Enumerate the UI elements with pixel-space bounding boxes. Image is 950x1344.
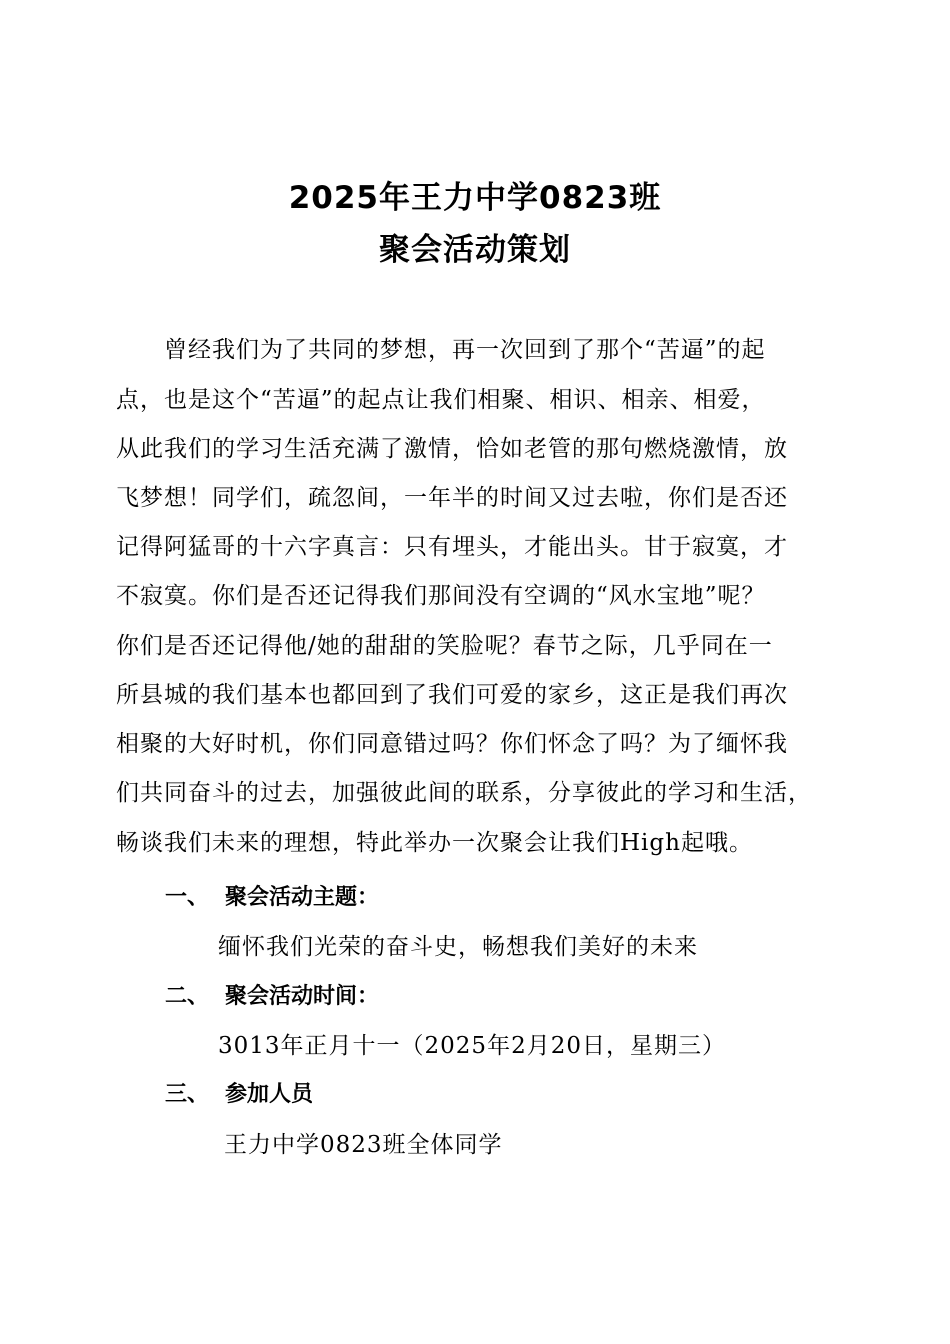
intro-line: 们共同奋斗的过去，加强彼此间的联系，分享彼此的学习和生活， <box>116 780 812 806</box>
section-body: 王力中学0823班全体同学 <box>224 1132 503 1158</box>
intro-line: 相聚的大好时机，你们同意错过吗？你们怀念了吗？为了缅怀我 <box>116 731 788 757</box>
intro-line: 不寂寞。你们是否还记得我们那间没有空调的“风水宝地”呢？ <box>116 583 766 609</box>
section-number: 一、 <box>165 885 210 910</box>
section-number: 二、 <box>165 984 210 1009</box>
intro-line: 记得阿猛哥的十六字真言：只有埋头，才能出头。甘于寂寞，才 <box>116 534 788 560</box>
section-body: 缅怀我们光荣的奋斗史，畅想我们美好的未来 <box>218 934 698 960</box>
section-heading <box>165 1080 313 1110</box>
intro-line: 曾经我们为了共同的梦想，再一次回到了那个“苦逼”的起 <box>164 337 766 363</box>
section-number: 三、 <box>165 1082 210 1107</box>
section-heading-text: 聚会活动主题： <box>225 885 380 910</box>
intro-line: 飞梦想！同学们，疏忽间，一年半的时间又过去啦，你们是否还 <box>116 485 788 511</box>
document-title-line1: 2025年王力中学0823班 <box>288 180 662 216</box>
section-heading-text: 聚会活动时间： <box>225 984 380 1009</box>
section-heading <box>165 883 379 913</box>
intro-line: 从此我们的学习生活充满了激情，恰如老管的那句燃烧激情，放 <box>116 436 788 462</box>
section-heading <box>165 982 379 1012</box>
section-heading-text: 参加人员 <box>225 1082 314 1107</box>
intro-line: 畅谈我们未来的理想，特此举办一次聚会让我们High起哦。 <box>116 830 753 856</box>
intro-line: 你们是否还记得他/她的甜甜的笑脸呢？春节之际，几乎同在一 <box>116 633 773 659</box>
intro-line: 所县城的我们基本也都回到了我们可爱的家乡，这正是我们再次 <box>116 682 788 708</box>
document-title-line2: 聚会活动策划 <box>379 232 571 268</box>
section-body: 3013年正月十一（2025年2月20日，星期三） <box>218 1033 726 1059</box>
intro-line: 点，也是这个“苦逼”的起点让我们相聚、相识、相亲、相爱， <box>116 387 766 413</box>
